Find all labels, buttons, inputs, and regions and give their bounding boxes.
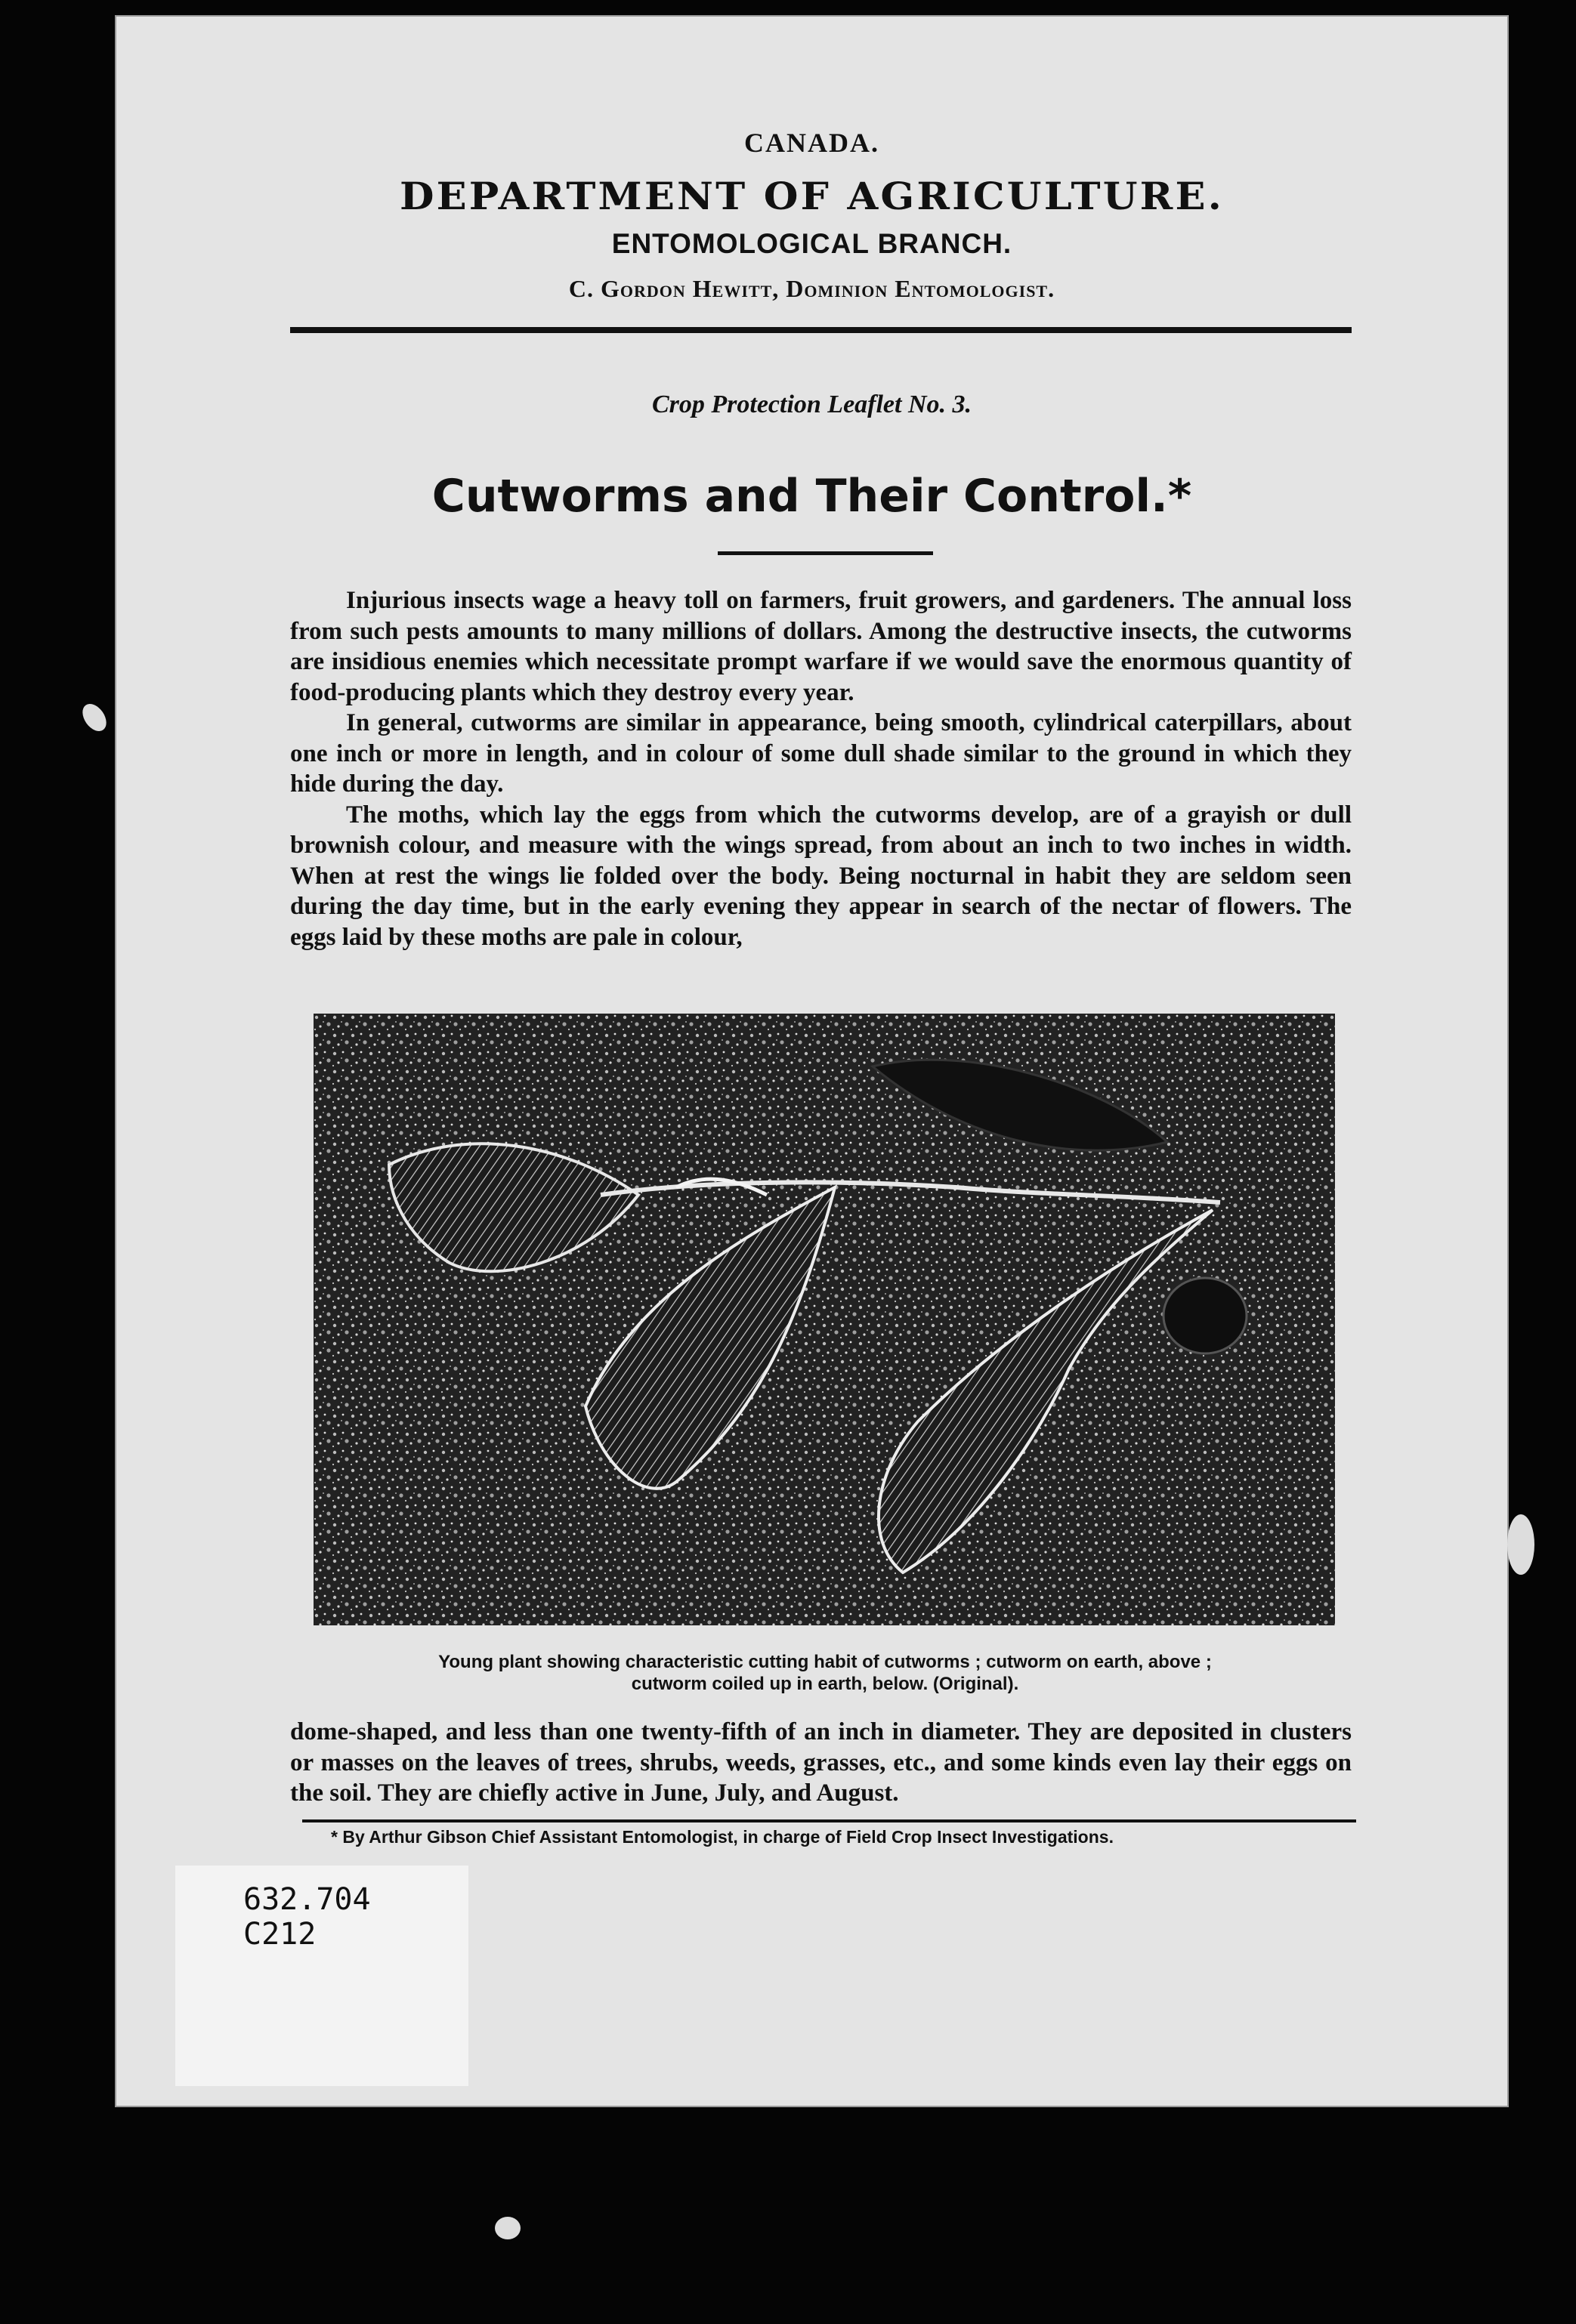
footnote: * By Arthur Gibson Chief Assistant Entomologist, in charge of Field Crop Insect Investigations. [331, 1827, 1114, 1847]
paragraph: Injurious insects wage a heavy toll on farmers, fruit growers, and gardeners. The annual loss from such pests amounts to many millions of dollars. Among the destructive insects, the cutworms are insidious enemies which necessitate prompt warfare if we would save the enormous quantity of food-producing plants which they destroy every year. [290, 587, 1352, 706]
header-divider [290, 327, 1352, 333]
department-heading: DEPARTMENT OF AGRICULTURE. [399, 174, 1225, 218]
entomologist-line: C. Gordon Hewitt, Dominion Entomologist. [568, 275, 1055, 302]
paragraph: The moths, which lay the eggs from which the cutworms develop, are of a grayish or dull brownish colour, and measure with the wings spread, from about an inch to two inches in width. When at rest the wings lie folded over the body. Being nocturnal in habit they are seldom seen during the day time, but in the early evening they appear in search of the nectar of flowers. The eggs laid by these moths are pale in colour, [290, 801, 1352, 951]
footnote-divider [302, 1819, 1356, 1822]
caption-line: Young plant showing characteristic cutting habit of cutworms ; cutworm on earth, above ; [438, 1652, 1212, 1672]
branch-heading: ENTOMOLOGICAL BRANCH. [611, 228, 1012, 259]
paragraph: dome-shaped, and less than one twenty-fifth of an inch in diameter. They are deposited in clusters or masses on the leaves of trees, shrubs, weeds, grasses, etc., and some kinds even lay their eggs on the soil. They are chiefly active in June, July, and August. [290, 1718, 1352, 1807]
intro-text [290, 585, 1352, 952]
title-divider [718, 551, 933, 555]
call-number-cutter: C212 [243, 1917, 317, 1952]
paragraph: In general, cutworms are similar in appearance, being smooth, cylindrical caterpillars, about one inch or more in length, and in colour of some dull shade similar to the ground in which they hide during the day. [290, 709, 1352, 798]
country-heading: CANADA. [744, 128, 879, 158]
continuation-text [290, 1717, 1352, 1809]
plant-engraving [314, 1014, 1335, 1625]
dust-speck [78, 699, 111, 736]
cutworm-illustration [314, 1014, 1335, 1625]
call-number [243, 1882, 371, 1952]
dust-speck [1507, 1514, 1534, 1575]
dust-speck [495, 2217, 521, 2239]
call-number-class: 632.704 [243, 1882, 371, 1917]
leaflet-page [115, 15, 1509, 2107]
call-number-label [175, 1866, 468, 2086]
page-title: Cutworms and Their Control.* [431, 470, 1192, 523]
figure-caption [341, 1651, 1309, 1695]
caption-line: cutworm coiled up in earth, below. (Original). [631, 1674, 1019, 1694]
leaflet-series: Crop Protection Leaflet No. 3. [651, 390, 972, 418]
